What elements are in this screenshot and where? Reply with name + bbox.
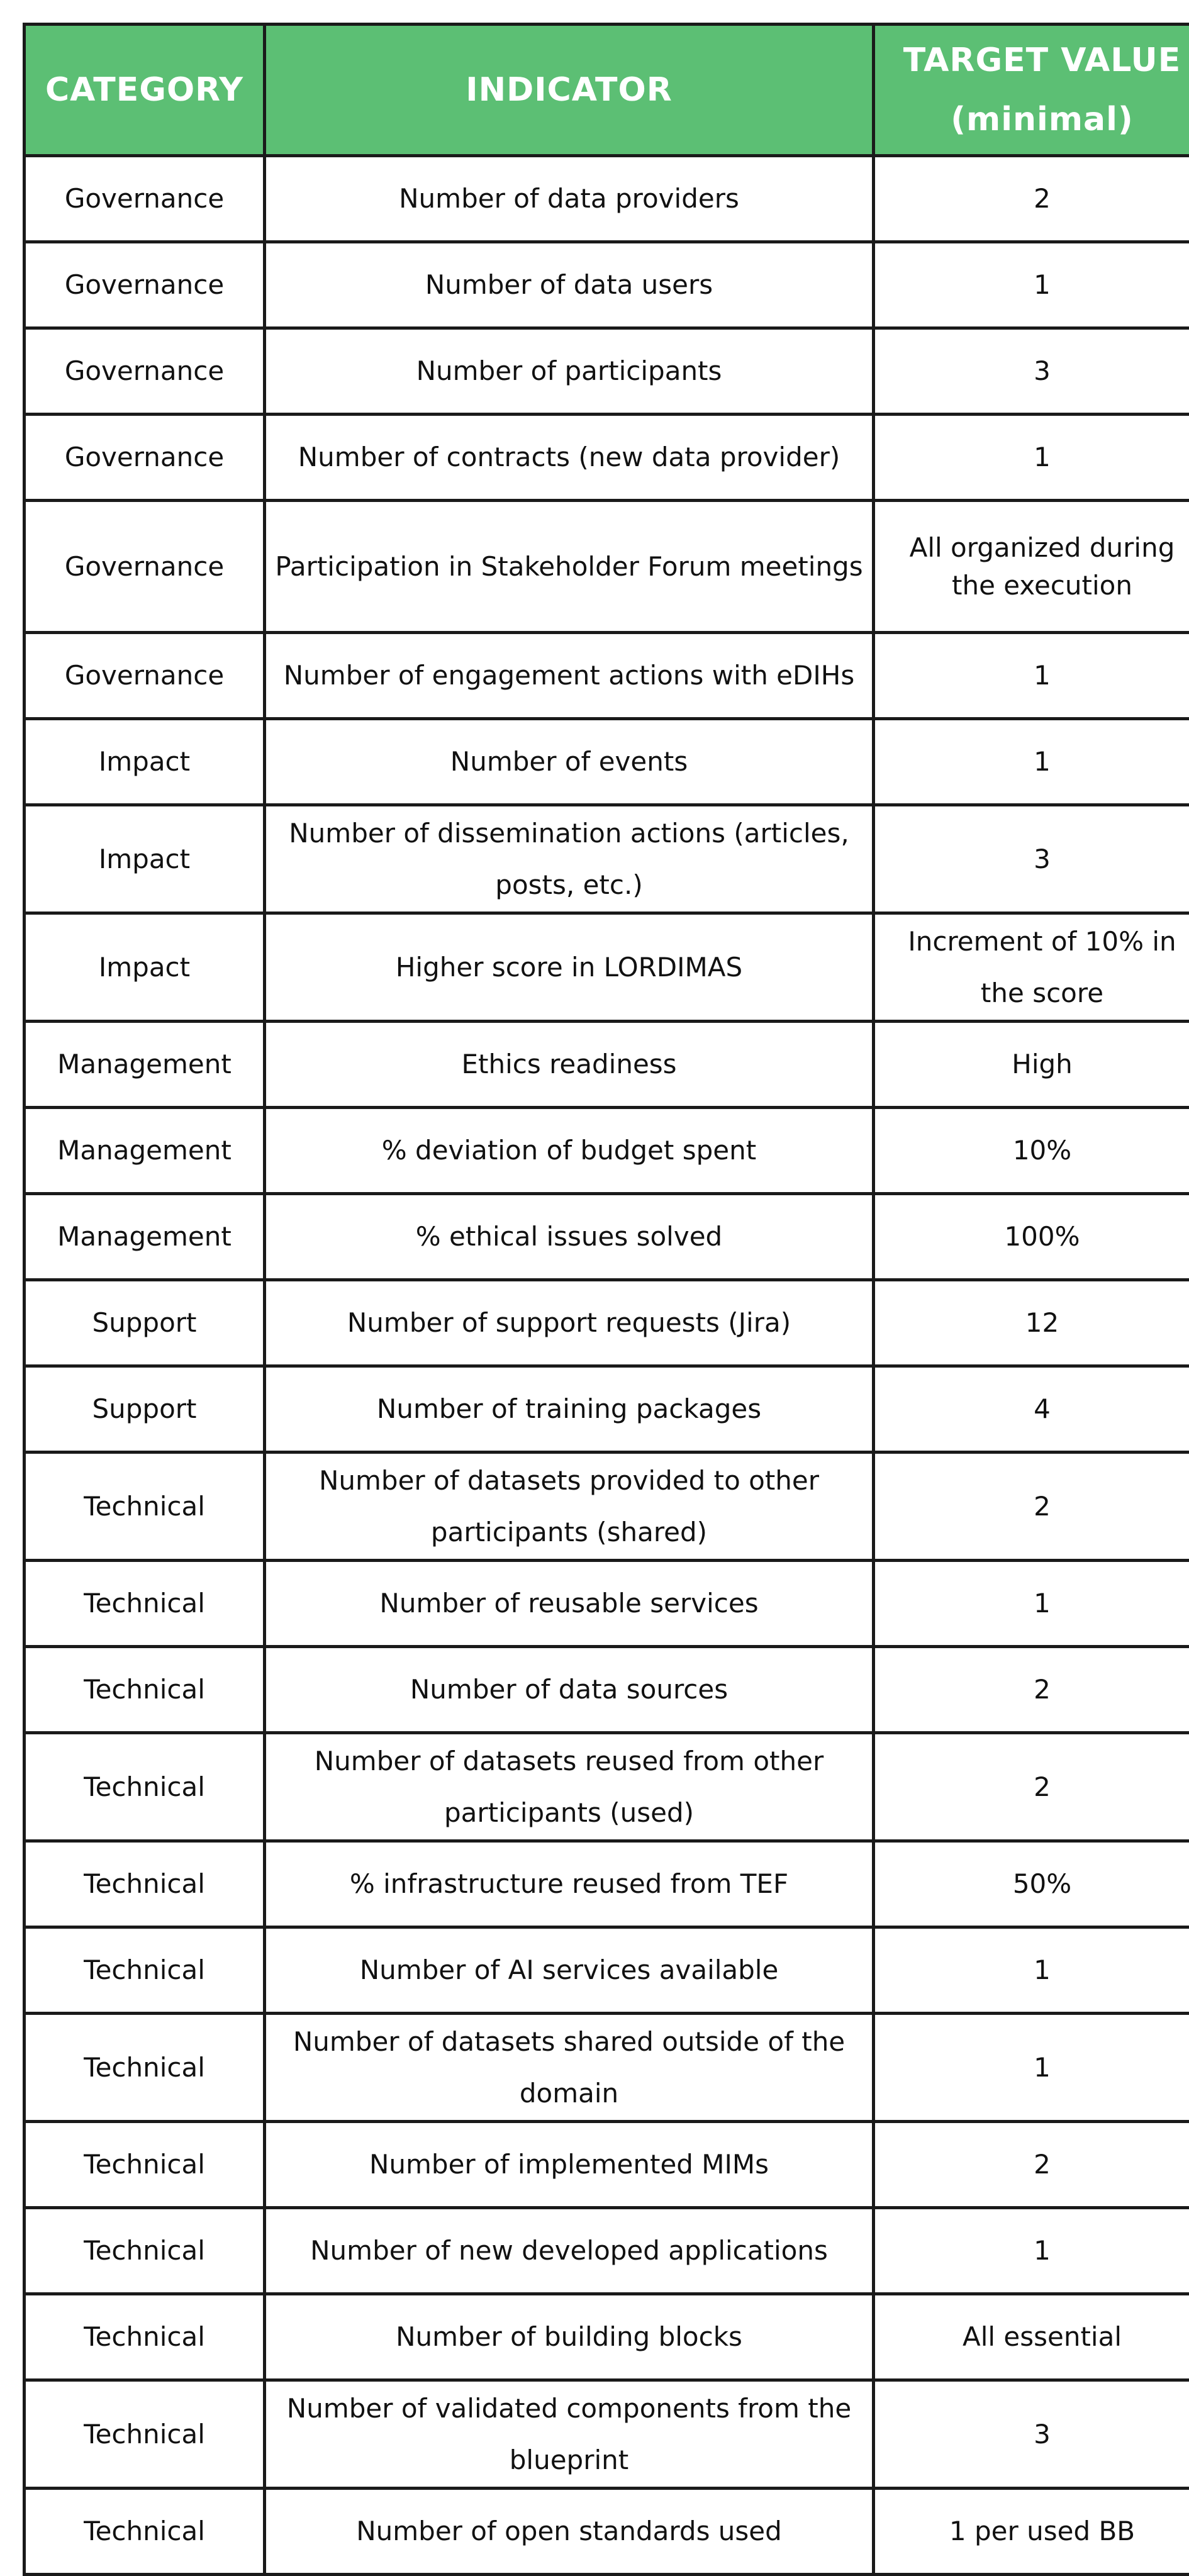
indicator-cell: Participation in Stakeholder Forum meetings (265, 501, 874, 633)
category-cell: Technical (25, 1927, 265, 2014)
category-cell: Technical (25, 1561, 265, 1647)
target-cell: 50% (874, 1841, 1189, 1927)
target-cell: 1 (874, 2014, 1189, 2122)
target-cell: 4 (874, 1366, 1189, 1452)
target-cell: 2 (874, 1733, 1189, 1841)
table-row (25, 2208, 1189, 2294)
category-cell: Support (25, 1280, 265, 1366)
header-target-line1: TARGET VALUE (903, 42, 1181, 79)
indicator-cell: Number of datasets shared outside of the domain (265, 2014, 874, 2122)
table-row (25, 1022, 1189, 1108)
table-row (25, 1733, 1189, 1841)
indicator-cell: Number of data users (265, 242, 874, 328)
indicator-cell: Number of participants (265, 328, 874, 415)
indicator-cell: % deviation of budget spent (265, 1108, 874, 1194)
table-body (25, 156, 1189, 2575)
table-row (25, 2294, 1189, 2380)
category-cell: Governance (25, 501, 265, 633)
category-cell: Management (25, 1194, 265, 1280)
category-cell: Technical (25, 2294, 265, 2380)
target-cell: 2 (874, 156, 1189, 242)
indicator-cell: Number of new developed applications (265, 2208, 874, 2294)
category-cell: Management (25, 1108, 265, 1194)
indicator-cell: % infrastructure reused from TEF (265, 1841, 874, 1927)
target-cell: 1 (874, 633, 1189, 719)
table-row (25, 1561, 1189, 1647)
target-cell: 1 (874, 1927, 1189, 2014)
table-row (25, 156, 1189, 242)
category-cell: Technical (25, 2489, 265, 2575)
header-target-line2: (minimal) (951, 101, 1133, 138)
category-cell: Support (25, 1366, 265, 1452)
category-cell: Impact (25, 913, 265, 1022)
category-cell: Technical (25, 2208, 265, 2294)
target-cell: All organized during the execution (874, 501, 1189, 633)
header-row (25, 25, 1189, 156)
category-cell: Technical (25, 2014, 265, 2122)
table-row (25, 328, 1189, 415)
indicator-cell: Number of dissemination actions (articles, posts, etc.) (265, 805, 874, 913)
category-cell: Impact (25, 805, 265, 913)
category-cell: Governance (25, 415, 265, 501)
table-row (25, 2380, 1189, 2489)
category-cell: Technical (25, 1452, 265, 1561)
target-cell: 2 (874, 1452, 1189, 1561)
indicator-cell: Number of training packages (265, 1366, 874, 1452)
category-cell: Technical (25, 1841, 265, 1927)
table-row (25, 1452, 1189, 1561)
target-cell: 2 (874, 1647, 1189, 1733)
indicator-cell: Number of open standards used (265, 2489, 874, 2575)
indicator-cell: Number of validated components from the blueprint (265, 2380, 874, 2489)
table-row (25, 1280, 1189, 1366)
table-row (25, 415, 1189, 501)
target-cell: 1 (874, 415, 1189, 501)
category-cell: Technical (25, 1647, 265, 1733)
table-row (25, 2122, 1189, 2208)
table-row (25, 2014, 1189, 2122)
table-row (25, 719, 1189, 805)
header-target-value (874, 25, 1189, 156)
category-cell: Technical (25, 2122, 265, 2208)
category-cell: Governance (25, 328, 265, 415)
indicator-cell: Number of data providers (265, 156, 874, 242)
table-row (25, 242, 1189, 328)
table-header (25, 25, 1189, 156)
table-row (25, 1194, 1189, 1280)
target-cell: 12 (874, 1280, 1189, 1366)
indicator-cell: Higher score in LORDIMAS (265, 913, 874, 1022)
category-cell: Technical (25, 1733, 265, 1841)
category-cell: Impact (25, 719, 265, 805)
indicator-cell: Number of building blocks (265, 2294, 874, 2380)
category-cell: Governance (25, 633, 265, 719)
target-cell: All essential (874, 2294, 1189, 2380)
category-cell: Technical (25, 2380, 265, 2489)
category-cell: Governance (25, 242, 265, 328)
indicator-cell: Number of datasets reused from other participants (used) (265, 1733, 874, 1841)
indicator-cell: Ethics readiness (265, 1022, 874, 1108)
table-row (25, 1647, 1189, 1733)
table-row (25, 1366, 1189, 1452)
table-row (25, 805, 1189, 913)
header-indicator: INDICATOR (265, 25, 874, 156)
kpi-table (23, 23, 1189, 2576)
indicator-cell: Number of data sources (265, 1647, 874, 1733)
target-cell: 3 (874, 805, 1189, 913)
category-cell: Management (25, 1022, 265, 1108)
indicator-cell: Number of reusable services (265, 1561, 874, 1647)
table-row (25, 633, 1189, 719)
indicator-cell: Number of datasets provided to other participants (shared) (265, 1452, 874, 1561)
table-row (25, 501, 1189, 633)
target-cell: 2 (874, 2122, 1189, 2208)
target-cell: 1 (874, 242, 1189, 328)
target-cell: High (874, 1022, 1189, 1108)
table-row (25, 913, 1189, 1022)
indicator-cell: Number of implemented MIMs (265, 2122, 874, 2208)
indicator-cell: % ethical issues solved (265, 1194, 874, 1280)
target-cell: 1 (874, 2208, 1189, 2294)
target-cell: 100% (874, 1194, 1189, 1280)
target-cell: 3 (874, 328, 1189, 415)
target-cell: Increment of 10% in the score (874, 913, 1189, 1022)
target-cell: 10% (874, 1108, 1189, 1194)
category-cell: Governance (25, 156, 265, 242)
target-cell: 1 per used BB (874, 2489, 1189, 2575)
indicator-cell: Number of support requests (Jira) (265, 1280, 874, 1366)
table-row (25, 1841, 1189, 1927)
indicator-cell: Number of AI services available (265, 1927, 874, 2014)
table-row (25, 1927, 1189, 2014)
indicator-cell: Number of events (265, 719, 874, 805)
table-row (25, 1108, 1189, 1194)
header-category: CATEGORY (25, 25, 265, 156)
table-row (25, 2489, 1189, 2575)
target-cell: 1 (874, 1561, 1189, 1647)
target-cell: 1 (874, 719, 1189, 805)
indicator-cell: Number of contracts (new data provider) (265, 415, 874, 501)
indicator-cell: Number of engagement actions with eDIHs (265, 633, 874, 719)
target-cell: 3 (874, 2380, 1189, 2489)
